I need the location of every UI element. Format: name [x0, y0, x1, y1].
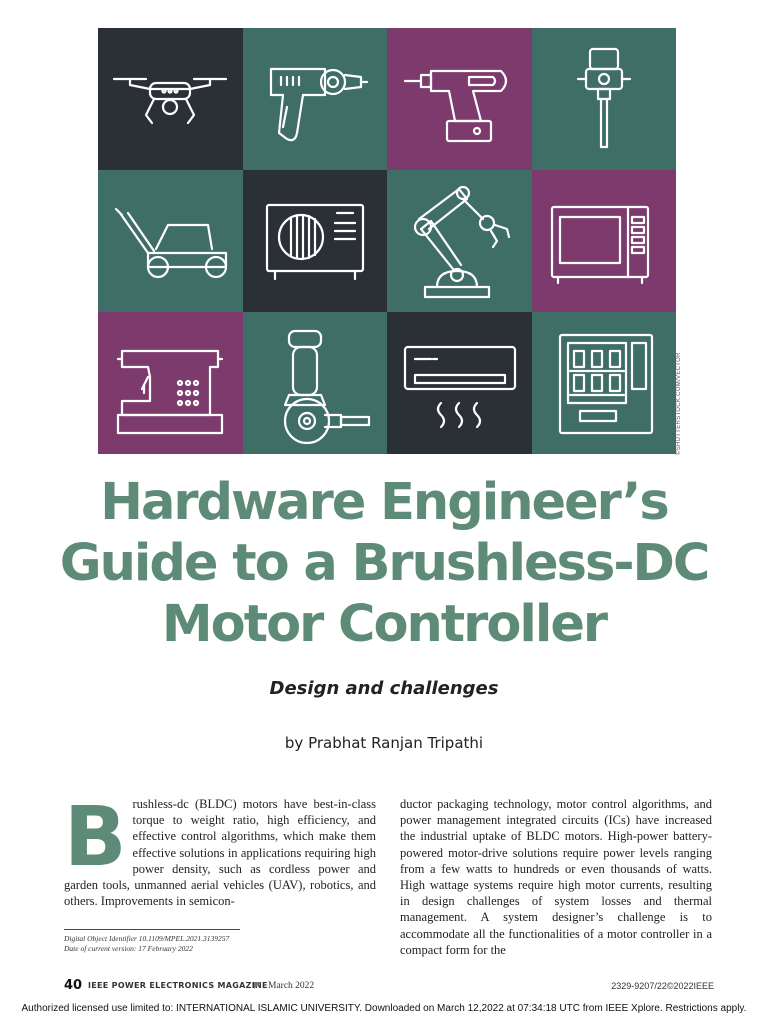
- page-number: 40: [64, 978, 83, 993]
- hot-glue-gun-icon: [253, 37, 377, 161]
- drop-cap: B: [64, 790, 127, 885]
- microwave-oven-icon: [542, 179, 666, 303]
- tile-cordless-drill: [387, 28, 532, 170]
- body-column-left: [64, 790, 376, 909]
- cover-illustration: [98, 28, 676, 454]
- issn-copyright: 2329-9207/22©2022IEEE: [611, 981, 714, 991]
- title-line-1: Hardware Engineer’s: [100, 473, 668, 532]
- tile-glue-gun: [243, 28, 388, 170]
- doi-footnote: [64, 934, 229, 954]
- tile-drone: [98, 28, 243, 170]
- triangle-marker-icon: [254, 982, 261, 989]
- tile-microwave: [532, 170, 677, 312]
- ac-outdoor-unit-icon: [253, 179, 377, 303]
- version-date: Date of current version: 17 February 2022: [64, 944, 193, 953]
- vending-machine-icon: [542, 321, 666, 445]
- article-subtitle: Design and challenges: [269, 678, 499, 699]
- tile-ac-outdoor-unit: [243, 170, 388, 312]
- license-notice: Authorized licensed use limited to: INTERNATIONAL ISLAMIC UNIVERSITY. Downloaded on March 12,2022 at 07:34:18 UTC from IEEE Xplore. Restrictions apply.: [21, 1003, 747, 1014]
- lawn-mower-icon: [108, 179, 232, 303]
- doi-text: Digital Object Identifier 10.1109/MPEL.2021.3139257: [64, 934, 230, 943]
- sewing-machine-icon: [108, 321, 232, 445]
- footnote-rule: [64, 929, 240, 930]
- air-conditioner-icon: [397, 321, 521, 445]
- title-line-2: Guide to a Brushless-DC: [59, 534, 709, 593]
- rotary-hammer-icon: [542, 37, 666, 161]
- drone-icon: [108, 37, 232, 161]
- page-footer: [64, 980, 714, 994]
- title-line-3: Motor Controller: [161, 595, 607, 654]
- magazine-name: IEEE POWER ELECTRONICS MAGAZINE: [88, 981, 268, 990]
- robotic-arm-icon: [397, 179, 521, 303]
- tile-lawn-mower: [98, 170, 243, 312]
- author-byline: by Prabhat Ranjan Tripathi: [284, 734, 484, 752]
- body-text-right: ductor packaging technology, motor control algorithms, and power management integrated circuits (ICs) have increased the industrial uptake of BLDC motors. High-power battery-powered motor-drive solutions require power levels ranging from a few watts to hundreds or even thousands of watts. High wattage systems require high motor currents, resulting in design challenges of system losses and thermal management. A system designer’s challenge is to accommodate all the functionalities of a motor controller in a compact form for the: [400, 797, 712, 957]
- tile-angle-grinder: [243, 312, 388, 454]
- cordless-drill-icon: [397, 37, 521, 161]
- tile-rotary-hammer: [532, 28, 677, 170]
- tile-robotic-arm: [387, 170, 532, 312]
- tile-sewing-machine: [98, 312, 243, 454]
- tile-vending-machine: [532, 312, 677, 454]
- photo-credit: ©SHUTTERSTOCK.COM/VECTOR: [676, 352, 682, 455]
- body-column-right: [400, 796, 712, 958]
- angle-grinder-icon: [253, 321, 377, 445]
- tile-air-conditioner: [387, 312, 532, 454]
- body-text-left: rushless-dc (BLDC) motors have best-in-class torque to weight ratio, high efficiency, and effective control algorithms, which make them effective solutions in applications requiring high power density, such as cordless power and garden tools, unmanned aerial vehicles (UAV), robotics, and others. Improvements in semicon-: [64, 797, 376, 909]
- article-title: [0, 472, 768, 655]
- issue-date: March 2022: [268, 981, 315, 991]
